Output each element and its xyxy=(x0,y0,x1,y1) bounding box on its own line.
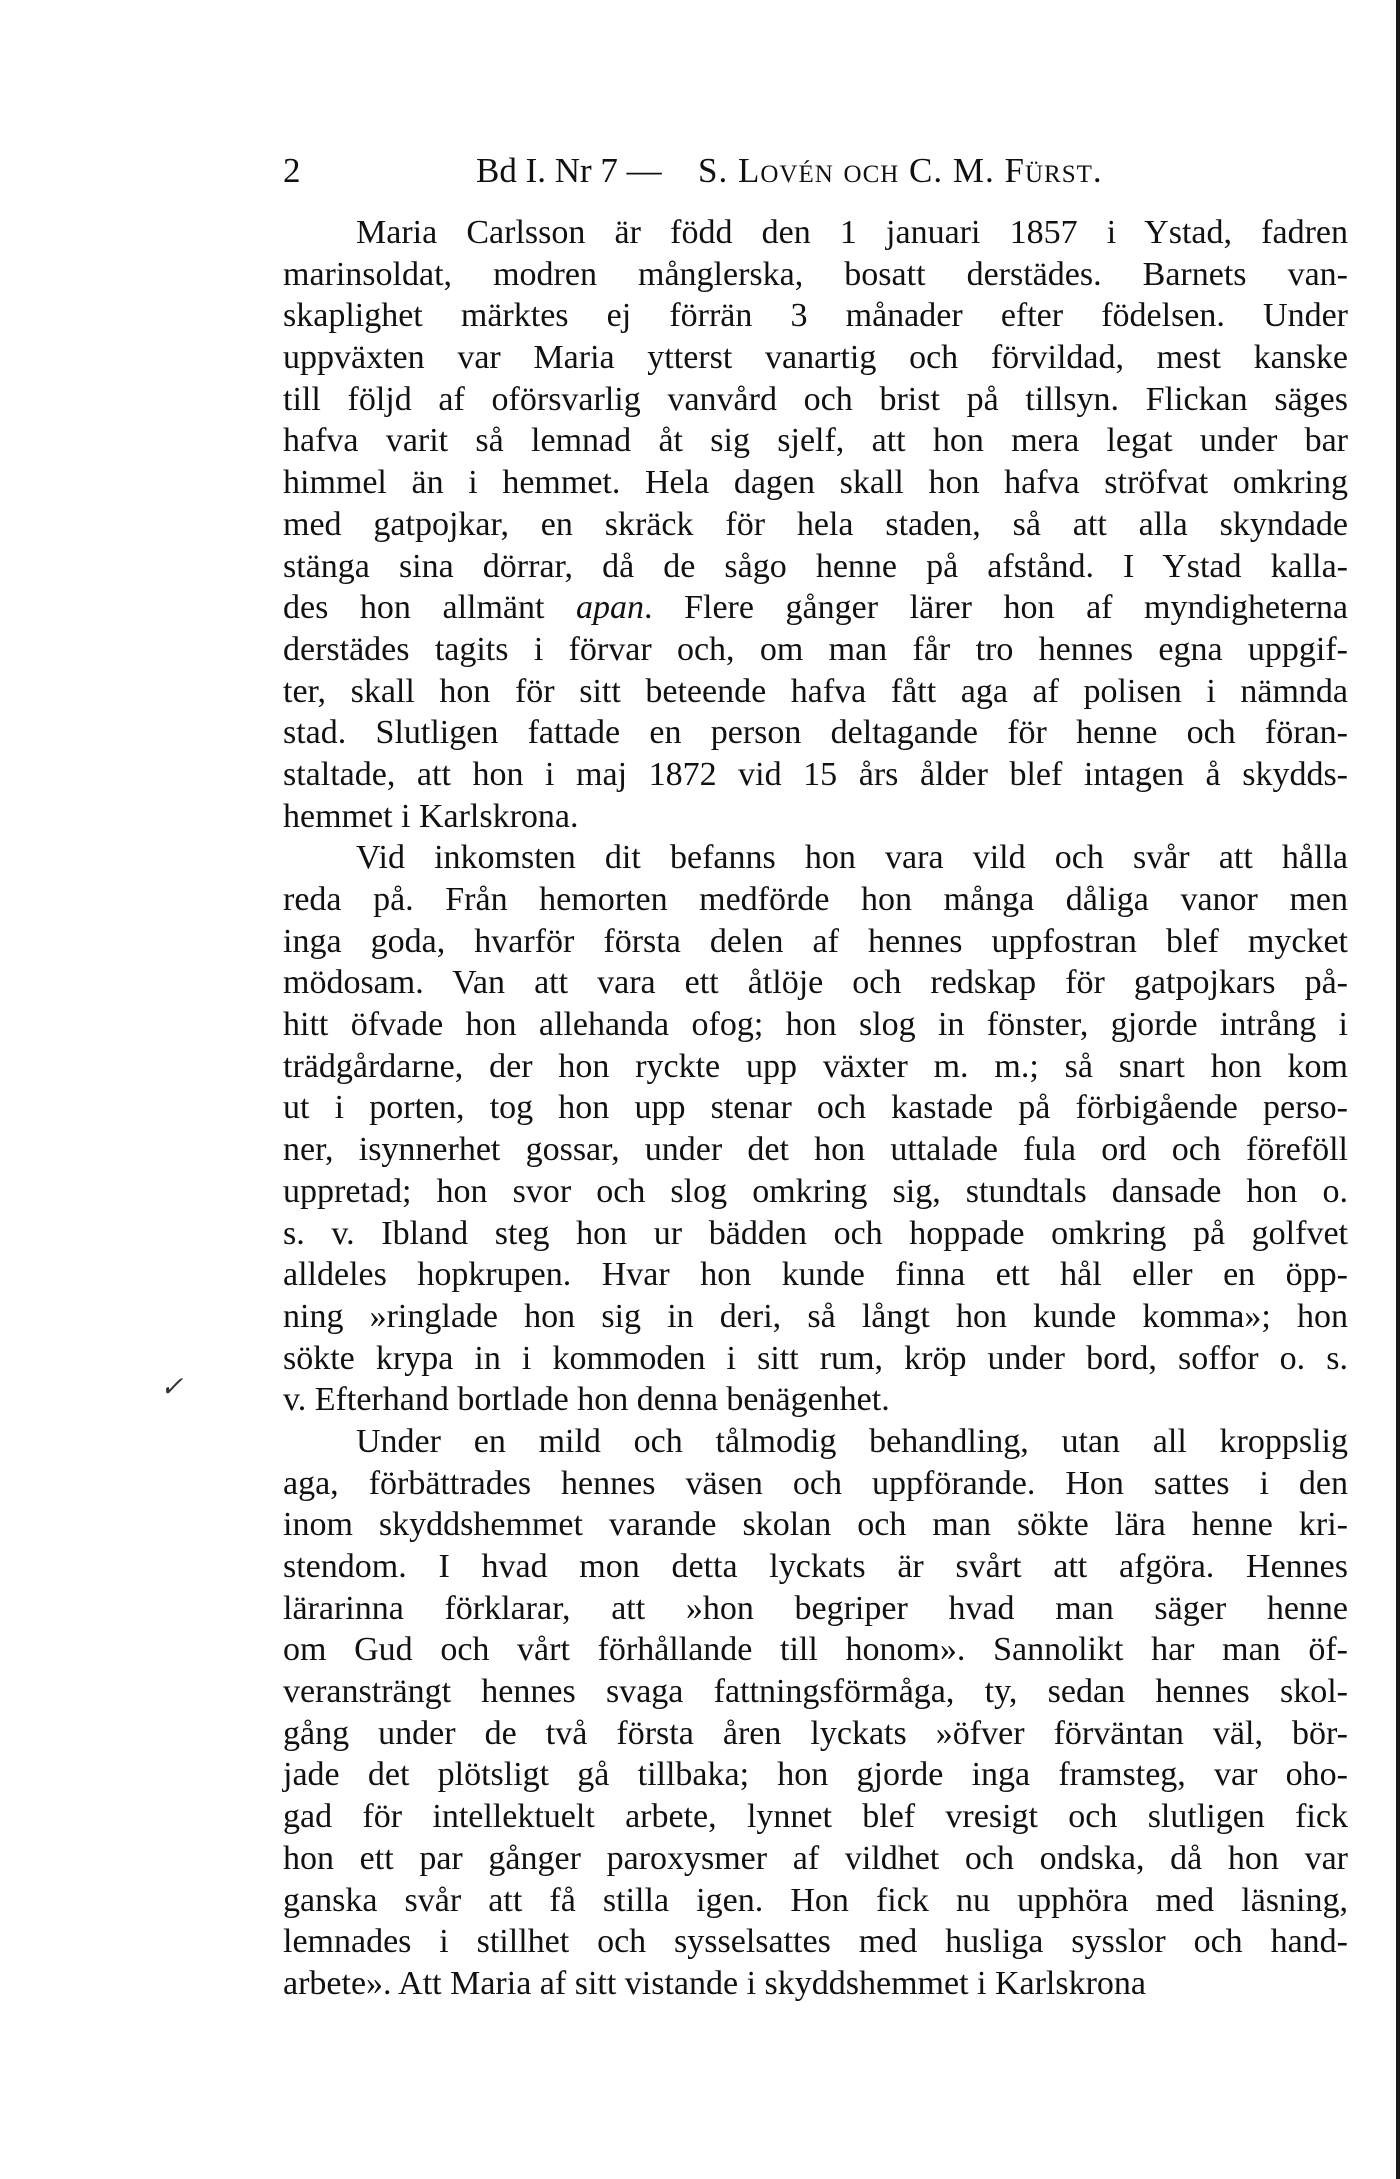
text-line: jade det plötsligt gå tillbaka; hon gjorde inga framsteg, var oho- xyxy=(283,1756,1348,1794)
body-text xyxy=(283,212,1348,2005)
text-line: gad för intellektuelt arbete, lynnet blef vresigt och slutligen fick xyxy=(283,1798,1348,1836)
text-line: arbete». Att Maria af sitt vistande i skyddshemmet i Karlskrona xyxy=(283,1964,1147,2002)
text-line: sökte krypa in i kommoden i sitt rum, kröp under bord, soffor o. s. xyxy=(283,1339,1348,1377)
paragraph xyxy=(283,837,1348,1421)
text-line: lemnades i stillhet och sysselsattes med husliga sysslor och hand- xyxy=(283,1923,1348,1961)
text-line: ganska svår att få stilla igen. Hon fick nu upphöra med läsning, xyxy=(283,1881,1348,1919)
text-line: ut i porten, tog hon upp stenar och kastade på förbigående perso- xyxy=(283,1089,1348,1127)
running-header xyxy=(283,146,1348,196)
text-line: ter, skall hon för sitt beteende hafva fått aga af polisen i nämnda xyxy=(283,672,1348,710)
margin-mark: ✓ xyxy=(160,1372,184,1403)
text-line: gång under de två första åren lyckats »öfver förväntan väl, bör- xyxy=(283,1714,1348,1752)
text-line: skaplighet märktes ej förrän 3 månader efter födelsen. Under xyxy=(283,297,1348,335)
paragraph xyxy=(283,212,1348,837)
text-line: hemmet i Karlskrona. xyxy=(283,797,579,835)
page-number: 2 xyxy=(283,151,301,190)
text-line: ner, isynnerhet gossar, under det hon uttalade fula ord och föreföll xyxy=(283,1131,1348,1169)
text-line: s. v. Ibland steg hon ur bädden och hoppade omkring på golfvet xyxy=(283,1214,1348,1252)
text-line: aga, förbättrades hennes väsen och uppförande. Hon sattes i den xyxy=(283,1464,1348,1502)
text-line: inga goda, hvarför första delen af hennes uppfostran blef mycket xyxy=(283,922,1348,960)
text-line: hafva varit så lemnad åt sig sjelf, att hon mera legat under bar xyxy=(283,422,1348,460)
text-line: ning »ringlade hon sig in deri, så långt hon kunde komma»; hon xyxy=(283,1297,1348,1335)
text-line: stendom. I hvad mon detta lyckats är svårt att afgöra. Hennes xyxy=(283,1548,1348,1585)
text-line: mödosam. Van att vara ett åtlöje och redskap för gatpojkars på- xyxy=(283,964,1348,1002)
text-line: alldeles hopkrupen. Hvar hon kunde finna ett hål eller en öpp- xyxy=(283,1256,1348,1294)
italic-word: apan xyxy=(576,589,645,627)
text-line: uppväxten var Maria ytterst vanartig och förvildad, mest kanske xyxy=(283,339,1348,377)
page-edge xyxy=(1396,0,1400,2179)
text-line: v. Efterhand bortlade hon denna benägenhet. xyxy=(283,1381,890,1419)
text-line: stänga sina dörrar, då de sågo henne på afstånd. I Ystad kalla- xyxy=(283,547,1348,585)
text-line: derstädes tagits i förvar och, om man får tro hennes egna uppgif- xyxy=(283,630,1348,668)
text-line: Under en mild och tålmodig behandling, utan all kroppslig xyxy=(356,1422,1348,1460)
text-line: om Gud och vårt förhållande till honom». Sannolikt har man öf- xyxy=(283,1631,1348,1669)
text-line: med gatpojkar, en skräck för hela staden, så att alla skyndade xyxy=(283,505,1348,543)
text-line: uppretad; hon svor och slog omkring sig, stundtals dansade hon o. xyxy=(283,1172,1348,1210)
text-line: staltade, att hon i maj 1872 vid 15 års ålder blef intagen å skydds- xyxy=(283,755,1348,793)
text-line: inom skyddshemmet varande skolan och man sökte lära henne kri- xyxy=(283,1506,1348,1544)
text-line: hitt öfvade hon allehanda ofog; hon slog in fönster, gjorde intrång i xyxy=(283,1006,1348,1044)
text-line: reda på. Från hemorten medförde hon många dåliga vanor men xyxy=(283,881,1348,918)
text-line: lärarinna förklarar, att »hon begriper hvad man säger henne xyxy=(283,1589,1348,1627)
authors: S. Lovén och C. M. Fürst. xyxy=(698,151,1103,190)
text-line: stad. Slutligen fattade en person deltagande för henne och föran- xyxy=(283,714,1348,752)
text-line: marinsoldat, modren månglerska, bosatt derstädes. Barnets van- xyxy=(283,255,1348,293)
volume-reference: Bd I. Nr 7 — xyxy=(476,151,662,190)
paragraph xyxy=(283,1421,1348,2005)
text-line: Maria Carlsson är född den 1 januari 1857 i Ystad, fadren xyxy=(356,214,1348,251)
text-line: till följd af oförsvarlig vanvård och brist på tillsyn. Flickan säges xyxy=(283,380,1348,418)
text-line: veransträngt hennes svaga fattningsförmåga, ty, sedan hennes skol- xyxy=(283,1673,1348,1711)
text-line: trädgårdarne, der hon ryckte upp växter m. m.; så snart hon kom xyxy=(283,1047,1348,1085)
text-line: hon ett par gånger paroxysmer af vildhet och ondska, då hon var xyxy=(283,1839,1348,1877)
text-line: Vid inkomsten dit befanns hon vara vild och svår att hålla xyxy=(356,839,1348,877)
text-line: himmel än i hemmet. Hela dagen skall hon hafva ströfvat omkring xyxy=(283,464,1348,502)
text-line: des hon allmänt apan. Flere gånger lärer hon af myndigheterna xyxy=(283,589,1348,627)
